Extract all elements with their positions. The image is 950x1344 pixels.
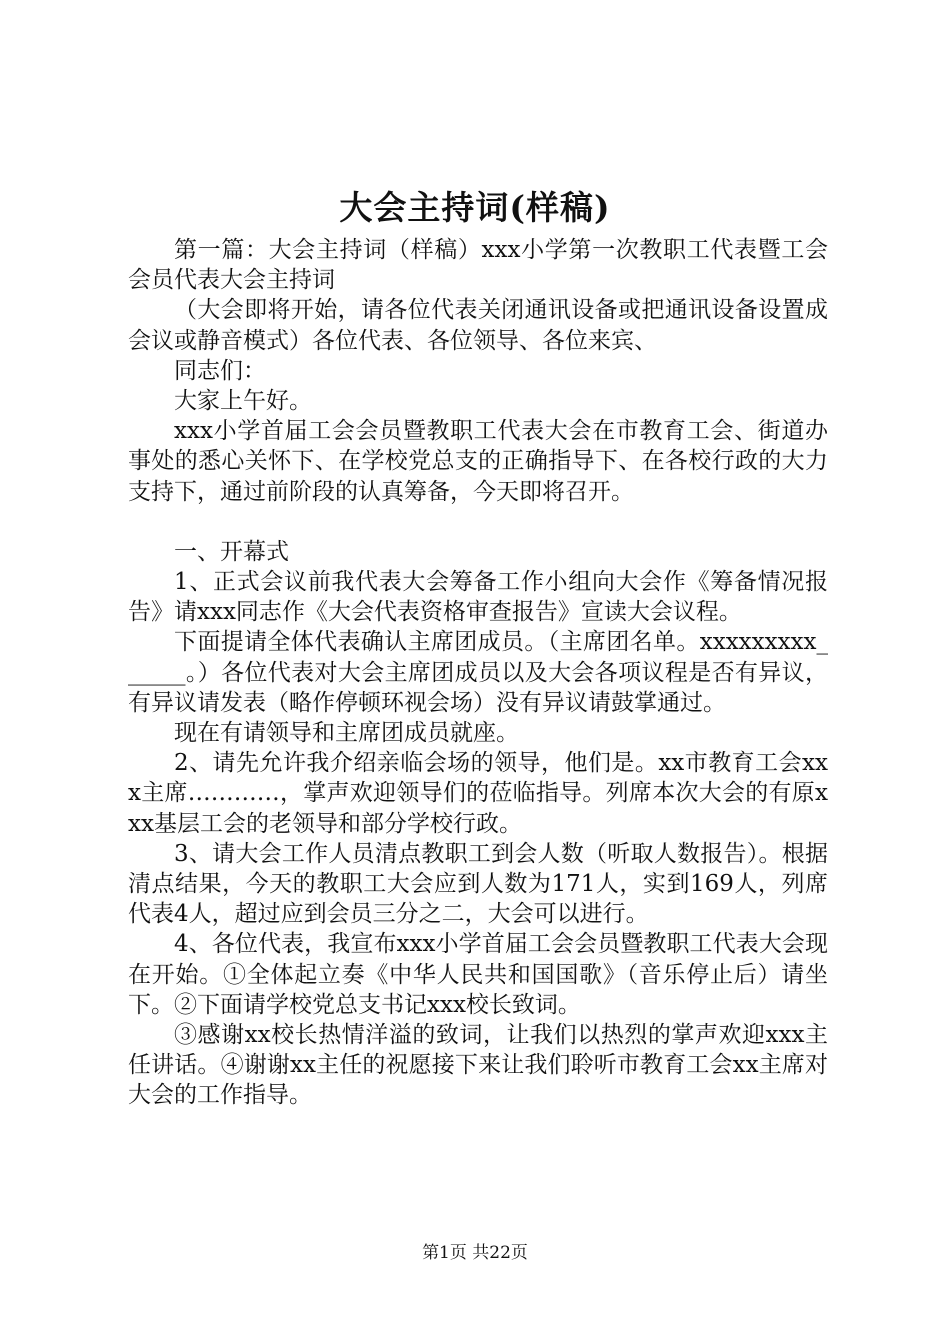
paragraph: 3、请大会工作人员清点教职工到会人数（听取人数报告）。根据清点结果，今天的教职工大会应到人数为171人，实到169人，列席代表4人，超过应到会员三分之二，大会可以进行。 <box>128 840 828 928</box>
paragraph: 1、正式会议前我代表大会筹备工作小组向大会作《筹备情况报告》请xxx同志作《大会代表资格审查报告》宣读大会议程。 <box>128 569 828 626</box>
paragraph: 第一篇：大会主持词（样稿）xxx小学第一次教职工代表暨工会会员代表大会主持词 <box>128 237 828 294</box>
paragraph: xxx小学首届工会会员暨教职工代表大会在市教育工会、街道办事处的悉心关怀下、在学校党总支的正确指导下、在各校行政的大力支持下，通过前阶段的认真筹备，今天即将召开。 <box>128 418 828 505</box>
paragraph: 现在有请领导和主席团成员就座。 <box>174 720 519 747</box>
section-heading: 一、开幕式 <box>174 538 289 565</box>
paragraph: ③感谢xx校长热情洋溢的致词，让我们以热烈的掌声欢迎xxx主任讲话。④谢谢xx主任的祝愿接下来让我们聆听市教育工会xx主席对大会的工作指导。 <box>128 1022 828 1109</box>
paragraph: 4、各位代表，我宣布xxx小学首届工会会员暨教职工代表大会现在开始。①全体起立奏《中华人民共和国国歌》（音乐停止后）请坐下。②下面请学校党总支书记xxx校长致词。 <box>128 931 828 1018</box>
page-indicator: 第1页 共22页 <box>422 1243 528 1263</box>
paragraph: 2、请先允许我介绍亲临会场的领导，他们是。xx市教育工会xxx主席…………，掌声欢迎领导们的莅临指导。列席本次大会的有原xxx基层工会的老领导和部分学校行政。 <box>128 750 828 837</box>
paragraph: 同志们： <box>174 357 266 384</box>
document-title: 大会主持词(样稿) <box>339 188 611 227</box>
paragraph: （大会即将开始，请各位代表关闭通讯设备或把通讯设备设置成会议或静音模式）各位代表、各位领导、各位来宾、 <box>128 297 828 354</box>
paragraph: 下面提请全体代表确认主席团成员。（主席团名单。xxxxxxxxx______。）各位代表对大会主席团成员以及大会各项议程是否有异议，有异议请发表（略作停顿环视会场）没有异议请鼓掌通过。 <box>128 629 828 716</box>
document-body <box>128 235 828 1111</box>
paragraph: 大家上午好。 <box>174 388 312 415</box>
